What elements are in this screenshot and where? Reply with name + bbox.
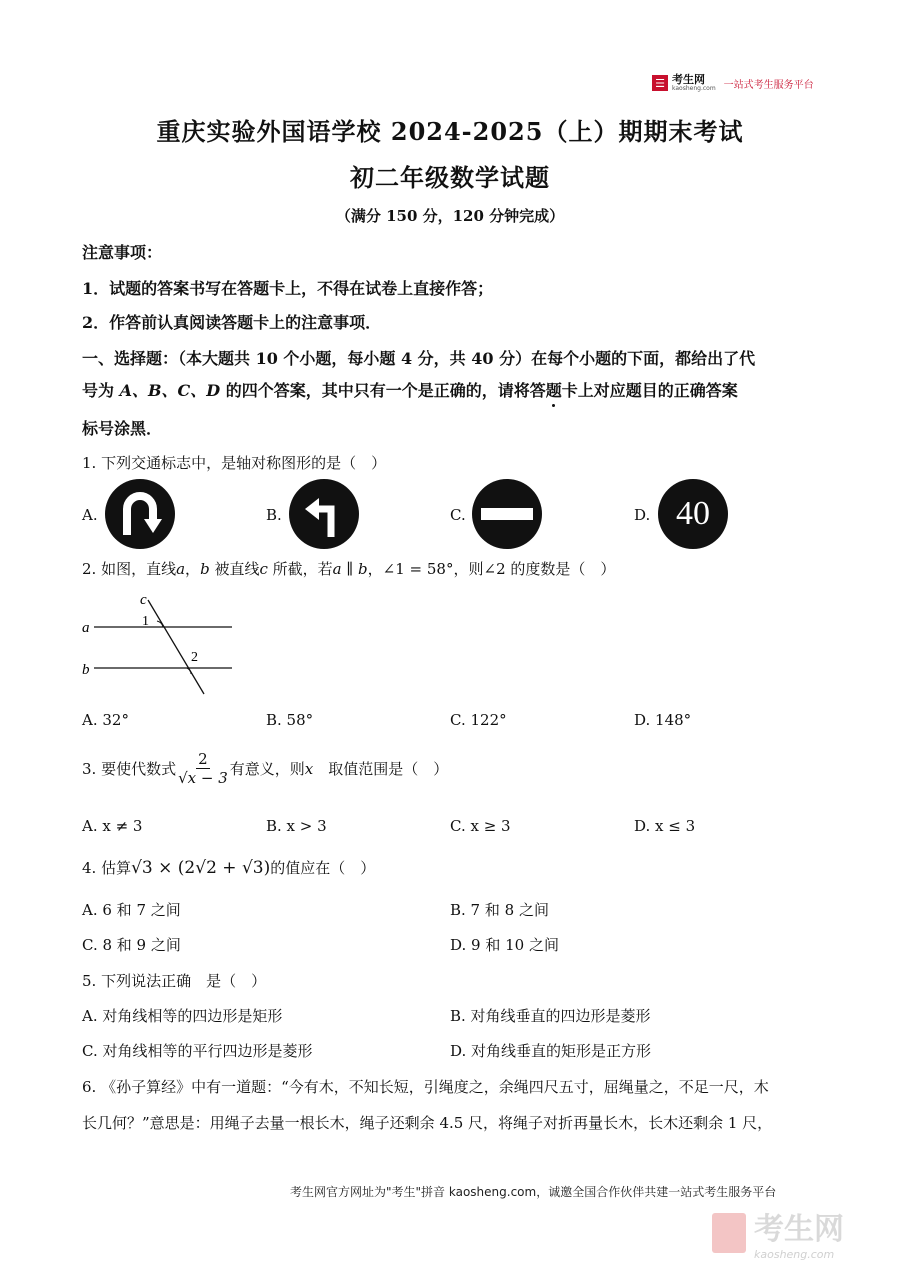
notes-item-2: 2．作答前认真阅读答题卡上的注意事项．	[82, 313, 382, 332]
q6-line2: 长几何？”意思是：用绳子去量一根长木，绳子还剩余 4.5 尺，将绳子对折再量长木，长木还剩余 1 尺，	[82, 1114, 773, 1132]
section1-line2	[82, 378, 738, 401]
watermark-name: 考生网	[754, 1212, 844, 1247]
section1-line2-post: 上对应题目的正确答案	[577, 381, 738, 400]
watermark	[712, 1204, 844, 1261]
q2-stem-a: 2. 如图，直线	[82, 560, 177, 578]
speed-limit-value: 40	[676, 495, 710, 532]
q3-frac-den: √x − 3	[178, 769, 228, 787]
q4-expression: √3 × (2√2 + √3)	[131, 858, 271, 878]
turn-left-sign-icon	[289, 479, 359, 549]
q2-stem-d: 所截，若	[267, 560, 333, 578]
q4-option-d: D. 9 和 10 之间	[450, 936, 559, 954]
page-footer: 考生网官方网址为"考生"拼音 kaosheng.com，诚邀全国合作伙伴共建一站式考生服务平台	[290, 1185, 777, 1199]
q4-option-c: C. 8 和 9 之间	[82, 936, 181, 954]
q3-option-d: D. x ≤ 3	[634, 817, 696, 835]
section1-line3: 标号涂黑．	[82, 419, 163, 438]
section1-line1: 一、选择题：（本大题共 10 个小题，每小题 4 分，共 40 分）在每个小题的下面，都给出了代	[82, 349, 756, 368]
angle1-arc	[157, 621, 163, 627]
q2-stem-b: ，	[185, 560, 201, 578]
exam-score-note: （满分 150 分，120 分钟完成）	[335, 207, 565, 225]
no-entry-sign-icon	[472, 479, 542, 549]
fig-label-a: a	[82, 620, 90, 636]
q2-angle2: ∠2	[483, 560, 506, 578]
q2-angle1: ∠1 = 58°	[382, 560, 454, 578]
section1-letters: A、B、C、D	[119, 381, 221, 400]
speed-limit-40-sign-icon	[658, 479, 728, 549]
q5-option-d: D. 对角线垂直的矩形是正方形	[450, 1042, 652, 1060]
watermark-logo-icon	[712, 1213, 746, 1253]
q3-option-a: A. x ≠ 3	[82, 817, 143, 835]
q3-stem	[82, 750, 448, 787]
fig-label-1: 1	[142, 614, 149, 629]
page-subtitle: 初二年级数学试题	[350, 163, 550, 192]
q1-option-d: D.	[634, 506, 651, 524]
q5-option-c: C. 对角线相等的平行四边形是菱形	[82, 1042, 313, 1060]
q1-option-a: A.	[82, 506, 98, 524]
q2-option-d: D. 148°	[634, 711, 692, 729]
q1-option-c: C.	[450, 506, 466, 524]
q5-stem: 5. 下列说法正确 是（ ）	[82, 972, 267, 990]
fig-label-2: 2	[191, 650, 198, 665]
q2-figure	[78, 588, 248, 700]
q3-stem-c: 取值范围是（ ）	[313, 760, 449, 778]
q3-stem-b: 有意义，则	[229, 760, 305, 778]
q2-option-b: B. 58°	[266, 711, 314, 729]
q3-stem-a: 3. 要使代数式	[82, 760, 177, 778]
q2-option-a: A. 32°	[82, 711, 129, 729]
q4-stem-a: 4. 估算	[82, 859, 132, 877]
q2-stem	[82, 558, 615, 579]
watermark-url: kaosheng.com	[754, 1248, 835, 1261]
kaosheng-logo-icon: ☰	[652, 75, 668, 91]
angle2-arc	[187, 668, 191, 674]
q2-var-c: c	[259, 560, 268, 578]
logo-url: kaosheng.com	[672, 85, 716, 92]
q1-stem: 1. 下列交通标志中，是轴对称图形的是（ ）	[82, 454, 387, 472]
q4-stem	[82, 857, 375, 878]
q5-option-b: B. 对角线垂直的四边形是菱形	[450, 1007, 651, 1025]
logo-slogan: 一站式考生服务平台	[723, 79, 814, 91]
q2-stem-e: ，	[367, 560, 383, 578]
q2-stem-f: ，则	[453, 560, 484, 578]
q4-option-b: B. 7 和 8 之间	[450, 901, 549, 919]
u-turn-sign-icon	[105, 479, 175, 549]
notes-item-1: 1．试题的答案书写在答题卡上，不得在试卷上直接作答；	[82, 279, 494, 298]
q3-fraction	[178, 750, 228, 787]
q4-option-a: A. 6 和 7 之间	[82, 901, 181, 919]
q3-option-b: B. x > 3	[266, 817, 327, 835]
q6-line1: 6. 《孙子算经》中有一道题：“今有木，不知长短，引绳度之，余绳四尺五寸，屈绳量之，不足一尺，木	[82, 1078, 769, 1096]
notes-heading: 注意事项：	[82, 243, 163, 262]
section1-line2-pre: 号为	[82, 381, 120, 400]
q2-stem-c: 被直线	[209, 560, 260, 578]
q4-stem-b: 的值应在（ ）	[270, 859, 376, 877]
q3-option-c: C. x ≥ 3	[450, 817, 511, 835]
q5-option-a: A. 对角线相等的四边形是矩形	[82, 1007, 283, 1025]
q2-var-b: b	[200, 560, 210, 578]
q2-var-a: a	[176, 560, 186, 578]
q3-var: x	[304, 759, 314, 778]
fig-label-c: c	[140, 592, 147, 608]
section1-emphasis: 答题卡	[529, 381, 578, 400]
q2-option-c: C. 122°	[450, 711, 507, 729]
q3-frac-num: 2	[198, 750, 208, 768]
fig-label-b: b	[82, 662, 90, 678]
line-c	[148, 600, 204, 694]
q2-relation: a ∥ b	[332, 560, 368, 578]
page-title: 重庆实验外国语学校 2024-2025（上）期期末考试	[156, 117, 744, 146]
q2-stem-g: 的度数是（ ）	[505, 560, 616, 578]
logo-name: 考生网	[672, 73, 705, 86]
section1-line2-mid: 的四个答案，其中只有一个是正确的，请将	[220, 381, 530, 400]
q1-option-b: B.	[266, 506, 282, 524]
header-logo	[652, 74, 814, 92]
